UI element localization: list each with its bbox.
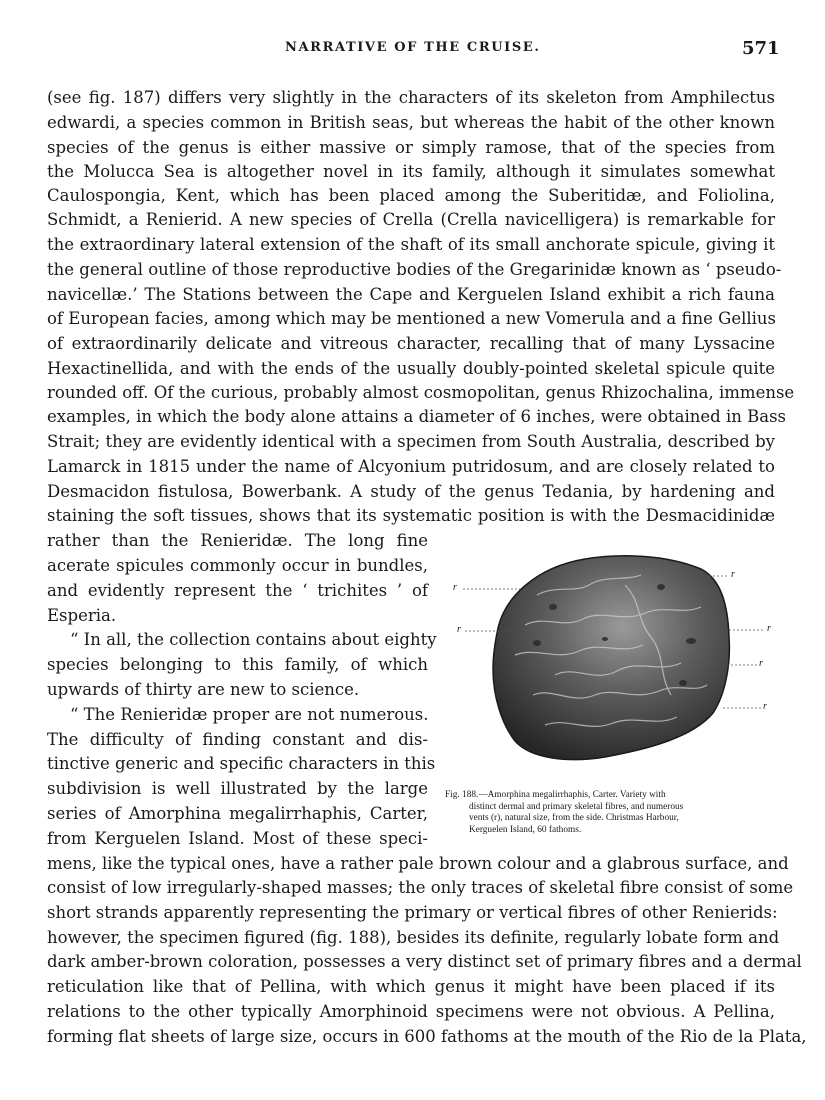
text-line: navicellæ.’ The Stations between the Cape and Kerguelen Island exhibit a rich fauna — [47, 285, 775, 304]
vent-label: r — [763, 701, 767, 712]
sponge-illustration — [445, 545, 780, 785]
text-line: the extraordinary lateral extension of the shaft of its small anchorate spicule, giving it — [47, 235, 775, 254]
text-line: Schmidt, a Renierid. A new species of Crella (Crella navicelligera) is remarkable for — [47, 210, 775, 229]
text-line: however, the specimen figured (fig. 188), besides its definite, regularly lobate form and — [47, 928, 780, 947]
caption-line: Fig. 188.—Amorphina megalirrhaphis, Carter. Variety with — [445, 790, 666, 800]
text-line: The difficulty of finding constant and dis- — [47, 730, 428, 749]
text-line: rather than the Renieridæ. The long fine — [47, 531, 428, 550]
text-line: (see fig. 187) differs very slightly in the characters of its skeleton from Amphilectus — [47, 88, 775, 107]
text-line: reticulation like that of Pellina, with which genus it might have been placed if its — [47, 977, 775, 996]
text-line: species belonging to this family, of which — [47, 655, 428, 674]
text-line: tinctive generic and specific characters in this — [47, 754, 436, 773]
text-line: “ In all, the collection contains about eighty — [70, 630, 437, 649]
text-line: upwards of thirty are new to science. — [47, 680, 360, 699]
vent-label: r — [767, 623, 771, 634]
text-line: Hexactinellida, and with the ends of the usually doubly-pointed skeletal spicule quite — [47, 359, 775, 378]
text-line: rounded off. Of the curious, probably almost cosmopolitan, genus Rhizochalina, immense — [47, 383, 795, 402]
text-line: staining the soft tissues, shows that its systematic position is with the Desmacidinidæ — [47, 506, 775, 525]
sponge-body — [493, 556, 729, 760]
vent-label: r — [453, 582, 457, 593]
text-line: dark amber-brown coloration, possesses a very distinct set of primary fibres and a dermal — [47, 952, 802, 971]
text-line: of European facies, among which may be mentioned a new Vomerula and a fine Gellius — [47, 309, 777, 328]
text-line: mens, like the typical ones, have a rather pale brown colour and a glabrous surface, and — [47, 854, 789, 873]
text-line: the Molucca Sea is altogether novel in its family, although it simulates somewhat — [47, 162, 775, 181]
text-line: from Kerguelen Island. Most of these speci- — [47, 829, 428, 848]
text-line: consist of low irregularly-shaped masses; the only traces of skeletal fibre consist of some — [47, 878, 794, 897]
text-line: acerate spicules commonly occur in bundles, — [47, 556, 428, 575]
text-line: relations to the other typically Amorphinoid specimens were not obvious. A Pellina, — [47, 1002, 775, 1021]
vent-label: r — [457, 624, 461, 635]
text-line: forming flat sheets of large size, occurs in 600 fathoms at the mouth of the Rio de la Plata, — [47, 1027, 807, 1046]
text-line: series of Amorphina megalirrhaphis, Carter, — [47, 804, 428, 823]
vent-label: r — [759, 658, 763, 669]
running-head — [0, 38, 825, 62]
text-line: edwardi, a species common in British seas, but whereas the habit of the other known — [47, 113, 775, 132]
text-line: Esperia. — [47, 606, 117, 625]
figure-caption — [445, 790, 780, 836]
text-line: “ The Renieridæ proper are not numerous. — [70, 705, 429, 724]
text-line: subdivision is well illustrated by the large — [47, 779, 428, 798]
vent-label: r — [731, 569, 735, 580]
text-line: examples, in which the body alone attains a diameter of 6 inches, were obtained in Bass — [47, 407, 787, 426]
text-line: short strands apparently representing the primary or vertical fibres of other Renierids: — [47, 903, 778, 922]
page-number: 571 — [742, 38, 780, 59]
caption-line: Kerguelen Island, 60 fathoms. — [469, 824, 582, 835]
text-line: Strait; they are evidently identical with a specimen from South Australia, described by — [47, 432, 775, 451]
text-line: and evidently represent the ‘ trichites ’ of — [47, 581, 428, 600]
running-title: NARRATIVE OF THE CRUISE. — [285, 40, 541, 55]
text-line: Desmacidon fistulosa, Bowerbank. A study of the genus Tedania, by hardening and — [47, 482, 775, 501]
text-line: the general outline of those reproductive bodies of the Gregarinidæ known as ‘ pseudo- — [47, 260, 782, 279]
text-line: Lamarck in 1815 under the name of Alcyonium putridosum, and are closely related to — [47, 457, 775, 476]
caption-line: vents (r), natural size, from the side. Christmas Harbour, — [469, 813, 679, 823]
text-line: of extraordinarily delicate and vitreous character, recalling that of many Lyssacine — [47, 334, 775, 353]
caption-line: distinct dermal and primary skeletal fibres, and numerous — [469, 801, 684, 812]
text-line: Caulospongia, Kent, which has been placed among the Suberitidæ, and Foliolina, — [47, 186, 775, 205]
text-line: species of the genus is either massive or simply ramose, that of the species from — [47, 138, 775, 157]
